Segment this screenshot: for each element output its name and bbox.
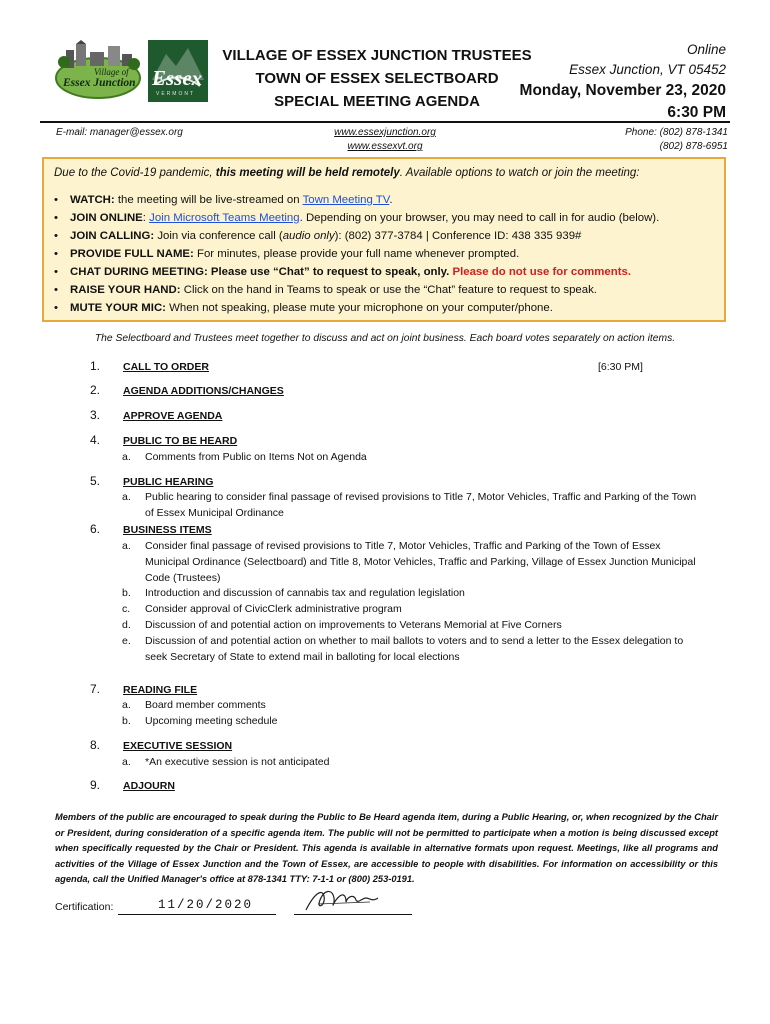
- subitem-letter: d.: [122, 619, 131, 631]
- online-colon: :: [142, 212, 150, 224]
- location-line-1: Online: [686, 42, 726, 57]
- item-number: 5.: [90, 474, 101, 488]
- item-number: 1.: [90, 359, 101, 373]
- item-title: APPROVE AGENDA: [123, 410, 223, 422]
- subitem-letter: a.: [122, 699, 131, 711]
- call-to-order-time: [6:30 PM]: [598, 361, 643, 373]
- call-text-a: Join via conference call (: [154, 230, 283, 242]
- phone-2: (802) 878-6951: [659, 141, 728, 152]
- town-logo-subtext: VERMONT: [156, 91, 195, 97]
- hand-text: Click on the hand in Teams to speak or use the “Chat” feature to request to speak.: [180, 284, 597, 296]
- item-title: PUBLIC TO BE HEARD: [123, 435, 238, 447]
- website-2[interactable]: www.essexvt.org: [347, 141, 423, 152]
- village-logo-text-1: Village of: [94, 67, 129, 77]
- subitem-letter: e.: [122, 635, 131, 647]
- notice-item-watch: [54, 191, 659, 209]
- remote-meeting-notice: [42, 157, 726, 322]
- bullet-icon: •: [54, 302, 58, 314]
- joint-meeting-statement: The Selectboard and Trustees meet together to discuss and act on joint business. Each board votes separately on action items.: [94, 333, 676, 344]
- bullet-icon: •: [54, 212, 58, 224]
- item-number: 2.: [90, 383, 101, 397]
- watch-end: .: [389, 194, 393, 206]
- item-title: READING FILE: [123, 684, 198, 696]
- meeting-time: 6:30 PM: [667, 104, 726, 121]
- subitem-text: Consider final passage of revised provisions to Title 7, Motor Vehicles, Traffic and Parking of the Town of Essex Municipal Ordinance (Selectboard) and Title 8, Motor Vehicles, Traffic and Parking, Village of Essex Junction Municipal Code (Trustees): [145, 540, 696, 584]
- call-text-c: ): (802) 377-3784 | Conference ID: 438 335 939#: [334, 230, 582, 242]
- signature: [300, 884, 390, 916]
- item-number: 8.: [90, 738, 101, 752]
- notice-list: [54, 191, 659, 317]
- notice-intro-a: Due to the Covid-19 pandemic,: [54, 167, 216, 179]
- chat-warning: Please do not use for comments.: [452, 266, 631, 278]
- item-number: 9.: [90, 778, 101, 792]
- website-1[interactable]: www.essexjunction.org: [334, 127, 436, 138]
- item-number: 3.: [90, 408, 101, 422]
- subitem-letter: a.: [122, 491, 131, 503]
- subitem-letter: a.: [122, 756, 131, 768]
- subitem-text: Consider approval of CivicClerk administrative program: [145, 603, 402, 615]
- subitem-text: *An executive session is not anticipated: [145, 756, 330, 768]
- name-label: PROVIDE FULL NAME:: [70, 248, 194, 260]
- meeting-location: [569, 40, 726, 80]
- subitem-text: Comments from Public on Items Not on Agenda: [145, 451, 367, 463]
- mute-text: When not speaking, please mute your microphone on your computer/phone.: [165, 302, 553, 314]
- email: E-mail: manager@essex.org: [56, 127, 183, 138]
- item-title: EXECUTIVE SESSION: [123, 740, 233, 752]
- public-participation-notice: Members of the public are encouraged to speak during the Public to Be Heard agenda item, during a Public Hearing, or, when recognized by the Chair or President, during consideration of a specific agenda item. The public will not be permitted to participate when a motion is being discussed except when specifically requested by the Chair or President. This agenda is available in alternative formats upon request. Meetings, like all programs and activities of the Village of Essex Junction and the Town of Essex, are accessible to people with disabilities. For information on accessibility or this agenda, call the Unified Manager's office at 878-1341 TTY: 7-1-1 or (800) 253-0191.: [55, 812, 718, 884]
- online-text: . Depending on your browser, you may need to call in for audio (below).: [299, 212, 660, 224]
- notice-item-online: [54, 209, 659, 227]
- subitem-text: Discussion of and potential action on whether to mail ballots to voters and to send a letter to the Essex delegation to seek Secretary of State to extend mail in balloting for local elections: [145, 635, 684, 663]
- bullet-icon: •: [54, 284, 58, 296]
- item-title: PUBLIC HEARING: [123, 476, 214, 488]
- header-divider: [40, 121, 730, 123]
- bullet-icon: •: [54, 248, 58, 260]
- item-title: CALL TO ORDER: [123, 361, 209, 373]
- bullet-icon: •: [54, 230, 58, 242]
- subitem-letter: c.: [122, 603, 131, 615]
- phone-1: Phone: (802) 878-1341: [625, 127, 728, 138]
- subitem-text: Public hearing to consider final passage of revised provisions to Title 7, Motor Vehicles, Traffic and Parking of the Town of Essex Municipal Ordinance: [145, 491, 697, 519]
- teams-meeting-link[interactable]: Join Microsoft Teams Meeting: [149, 212, 300, 224]
- call-label: JOIN CALLING:: [70, 230, 155, 242]
- subitem-letter: b.: [122, 587, 131, 599]
- town-meeting-tv-link[interactable]: Town Meeting TV: [302, 194, 390, 206]
- hand-label: RAISE YOUR HAND:: [70, 284, 181, 296]
- title-line-2: TOWN OF ESSEX SELECTBOARD: [255, 70, 499, 87]
- village-logo-text-2: Essex Junction: [63, 77, 136, 89]
- title-line-1: VILLAGE OF ESSEX JUNCTION TRUSTEES: [222, 47, 532, 64]
- subitem-text: Introduction and discussion of cannabis tax and regulation legislation: [145, 587, 465, 599]
- meeting-date: Monday, November 23, 2020: [519, 82, 726, 99]
- subitem-text: Board member comments: [145, 699, 266, 711]
- phones: [625, 126, 728, 154]
- notice-intro-b: this meeting will be held remotely: [215, 167, 400, 179]
- item-title: AGENDA ADDITIONS/CHANGES: [123, 385, 284, 397]
- subitem-text: Discussion of and potential action on improvements to Veterans Memorial at Five Corners: [145, 619, 562, 631]
- name-text: For minutes, please provide your full name whenever prompted.: [193, 248, 520, 260]
- bullet-icon: •: [54, 194, 58, 206]
- call-text-b: audio only: [282, 230, 335, 242]
- notice-item-mute: [54, 299, 659, 317]
- item-title: ADJOURN: [123, 780, 175, 792]
- subitem-letter: a.: [122, 540, 131, 552]
- subitem-letter: a.: [122, 451, 131, 463]
- chat-label: CHAT DURING MEETING: Please use “Chat” to request to speak, only.: [70, 266, 450, 278]
- item-title: BUSINESS ITEMS: [123, 524, 212, 536]
- location-line-2: Essex Junction, VT 05452: [569, 62, 726, 77]
- subitem-text: Upcoming meeting schedule: [145, 715, 278, 727]
- item-number: 7.: [90, 682, 101, 696]
- notice-item-name: [54, 245, 659, 263]
- certification-label: Certification:: [55, 901, 114, 913]
- item-number: 6.: [90, 522, 101, 536]
- websites: [290, 126, 480, 154]
- notice-intro-c: . Available options to watch or join the meeting:: [399, 167, 640, 179]
- subitem-letter: b.: [122, 715, 131, 727]
- item-number: 4.: [90, 433, 101, 447]
- town-logo: [148, 40, 208, 102]
- title-line-3: SPECIAL MEETING AGENDA: [274, 93, 480, 110]
- meeting-datetime: [520, 80, 726, 124]
- notice-item-calling: [54, 227, 659, 245]
- bullet-icon: •: [54, 266, 58, 278]
- certification-date: 11/20/2020: [158, 898, 254, 912]
- watch-text: the meeting will be live-streamed on: [114, 194, 303, 206]
- agenda-title: [222, 44, 532, 113]
- mute-label: MUTE YOUR MIC:: [70, 302, 166, 314]
- notice-item-chat: [54, 263, 659, 281]
- town-logo-text: Essex: [152, 66, 203, 90]
- notice-intro: [54, 167, 640, 179]
- online-label: JOIN ONLINE: [70, 212, 143, 224]
- watch-label: WATCH:: [70, 194, 115, 206]
- notice-item-hand: [54, 281, 659, 299]
